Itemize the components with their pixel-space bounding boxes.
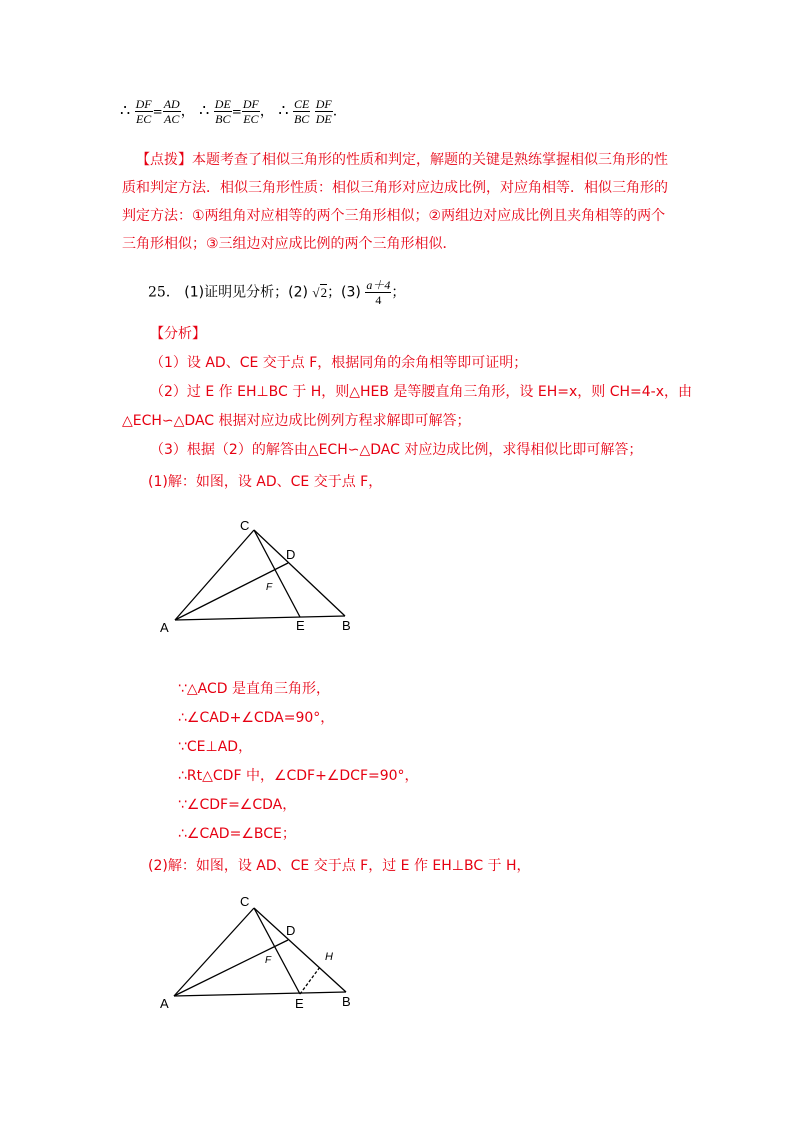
analysis-step-3: （3）根据（2）的解答由△ECH∽△DAC 对应边成比例，求得相似比即可解答； [150,442,643,458]
fig2-segment-eh-dashed [300,967,320,994]
solution-1-step-3: ∵CE⊥AD， [178,739,253,755]
fig2-label-c: C [240,894,250,909]
solution-1-heading: (1)解：如图，设 AD、CE 交于点 F， [148,474,383,490]
fig1-label-d: D [286,547,296,562]
fig1-label-b: B [342,618,351,633]
fraction-df-ec: $\frac{DF}{EC}$ [135,97,152,126]
fig2-label-h: H [325,951,333,963]
fraction-df-de: $\frac{DF}{DE}$ [315,97,332,126]
fraction-df-ec-2: $\frac{DF}{EC}$ [242,97,259,126]
fraction-ad-ac: $\frac{AD}{AC}$ [163,97,180,126]
fig2-label-b: B [342,994,351,1009]
fig2-label-a: A [160,996,169,1011]
fraction-a-plus-4-over-4: $\frac{a+4}{4}$ [366,278,391,307]
dianbo-tag: 【点拨】 [136,152,192,168]
fig2-segment-ad [174,940,288,996]
fraction-de-bc: $\frac{DE}{BC}$ [214,97,231,126]
q25-number: 25． [148,284,180,301]
solution-1-step-5: ∵∠CDF=∠CDA， [178,797,297,813]
solution-1-step-1: ∵△ACD 是直角三角形， [178,681,331,697]
fig2-segment-ac [174,908,254,996]
therefore-symbol: ∴ [120,100,131,120]
ratio-line: ∴ $\frac{DF}{EC}$ = $\frac{AD}{AC}$ ， ∴ $\frac{DE}{BC}$ = $\frac{DF}{EC}$ ， ∴ $\frac{CE}{BC}$ $\frac{DF}{DE}$ . [120,97,338,126]
fig1-label-f: F [266,582,273,593]
analysis-tag: 【分析】 [150,326,206,342]
fig2-segment-ce [254,908,300,994]
analysis-step-2b: △ECH∽△DAC 根据对应边成比例列方程求解即可解答； [122,413,471,429]
figure-1-triangle [150,510,370,640]
q25-answer-line: 25． (1)证明见分析；(2) √2；(3) $\frac{a+4}{4}$ ； [148,278,406,307]
fig1-segment-ce [254,530,300,617]
dianbo-text: 本题考查了相似三角形的性质和判定，解题的关键是熟练掌握相似三角形的性质和判定方法．相似三角形性质：相似三角形对应边成比例，对应角相等．相似三角形的判定方法：①两组角对应相等的两个三角形相似；②两组边对应成比例且夹角相等的两个三角形相似；③三组边对应成比例的两个三角形相似． [122,152,668,252]
solution-1-step-2: ∴∠CAD+∠CDA=90°， [178,710,335,726]
fig2-label-e: E [295,996,304,1011]
fraction-ce-bc: $\frac{CE}{BC}$ [293,97,310,126]
analysis-step-2a: （2）过 E 作 EH⊥BC 于 H，则△HEB 是等腰直角三角形，设 EH=x，则 CH=4-x，由 [150,384,692,400]
figure-2-triangle [150,890,370,1020]
fig1-label-e: E [296,618,305,633]
dianbo-paragraph [122,146,674,258]
fig1-segment-ab [175,616,345,620]
fig1-segment-ac [175,530,254,620]
solution-1-step-6: ∴∠CAD=∠BCE； [178,826,296,842]
fig2-segment-ab [174,992,346,996]
analysis-step-1: （1）设 AD、CE 交于点 F，根据同角的余角相等即可证明； [150,355,528,371]
solution-1-step-4: ∴Rt△CDF 中，∠CDF+∠DCF=90°， [178,768,419,784]
solution-2-heading: (2)解：如图，设 AD、CE 交于点 F，过 E 作 EH⊥BC 于 H， [148,858,531,874]
sqrt-2: √2 [312,284,328,300]
fig1-label-a: A [160,620,169,635]
fig2-label-f: F [265,955,272,966]
fig2-label-d: D [286,923,296,938]
fig1-label-c: C [240,518,250,533]
